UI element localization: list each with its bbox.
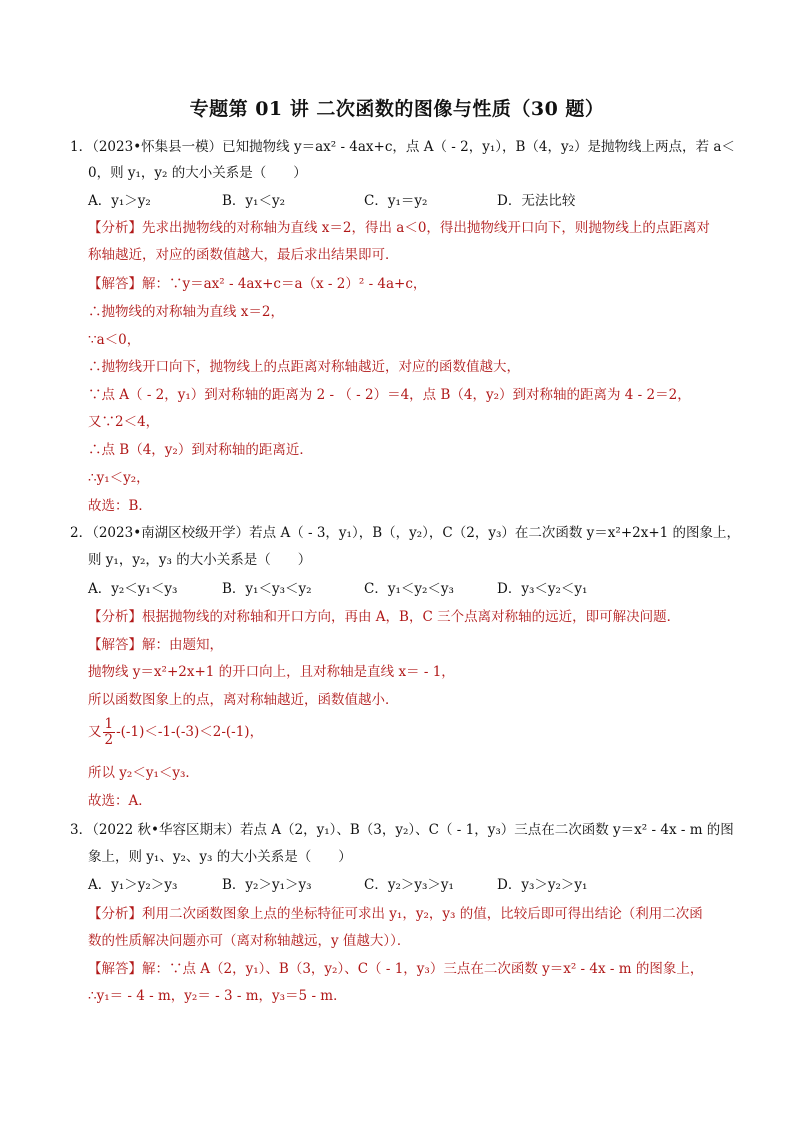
q3-option-c: C．y₂＞y₃＞y₁: [364, 877, 454, 893]
q2-fraction-rest: -(-1)＜-1-(-3)＜2-(-1)，: [116, 724, 264, 740]
page-title: 专题第 01 讲 二次函数的图像与性质（30 题）: [189, 98, 605, 120]
q1-stem-line-1: 1．（2023•怀集县一模）已知抛物线 y＝ax² - 4ax+c，点 A（ - 2，y₁），B（4，y₂）是抛物线上两点，若 a＜: [70, 139, 735, 155]
q1-answer-line: ∵点 A（ - 2，y₁）到对称轴的距离为 2 - （ - 2）＝4，点 B（4，y₂）到对称轴的距离为 4 - 2＝2，: [88, 387, 691, 403]
q2-fraction-prefix: 又: [88, 724, 102, 740]
fraction-denominator: 2: [104, 732, 114, 748]
q1-answer-line: ∴抛物线的对称轴为直线 x＝2，: [88, 304, 284, 320]
q1-option-d: D．无法比较: [497, 193, 576, 209]
q1-option-a: A．y₁＞y₂: [88, 193, 151, 209]
q1-answer-line: ∴y₁＜y₂，: [88, 470, 150, 486]
q1-analysis-line-2: 称轴越近，对应的函数值越大，最后求出结果即可．: [88, 247, 399, 263]
q1-answer-line: 【解答】解：∵y＝ax² - 4ax+c＝a（x - 2）² - 4a+c，: [88, 276, 427, 292]
q3-stem-line-2: 象上，则 y₁、y₂、y₃ 的大小关系是（ ）: [88, 849, 352, 865]
q1-analysis-line-1: 【分析】先求出抛物线的对称轴为直线 x＝2，得出 a＜0，得出抛物线开口向下，则抛物线上的点距离对: [88, 220, 710, 236]
q2-choice: 故选：A．: [88, 793, 152, 809]
q3-option-a: A．y₁＞y₂＞y₃: [88, 877, 178, 893]
q2-stem-line-1: 2．（2023•南湖区校级开学）若点 A（ - 3，y₁），B（，y₂），C（2，y₃）在二次函数 y＝x²+2x+1 的图象上，: [70, 525, 741, 541]
q1-answer-line: ∵a＜0，: [88, 332, 141, 348]
q1-answer-line: ∴抛物线开口向下，抛物线上的点距离对称轴越近，对应的函数值越大，: [88, 359, 520, 375]
q1-option-b: B．y₁＜y₂: [222, 193, 285, 209]
q1-answer-line: 又∵2＜4，: [88, 414, 160, 430]
q2-answer-line: 所以函数图象上的点，离对称轴越近，函数值越小．: [88, 692, 399, 708]
q3-option-b: B．y₂＞y₁＞y₃: [222, 877, 312, 893]
q2-option-b: B．y₁＜y₃＜y₂: [222, 581, 312, 597]
q1-answer-line: ∴点 B（4，y₂）到对称轴的距离近．: [88, 442, 313, 458]
q3-analysis-line-2: 数的性质解决问题亦可（离对称轴越远，y 值越大））．: [88, 933, 411, 949]
q2-option-c: C．y₁＜y₂＜y₃: [364, 581, 454, 597]
fraction-one-half: [103, 717, 116, 748]
fraction-numerator: 1: [104, 716, 114, 732]
q3-analysis-line-1: 【分析】利用二次函数图象上点的坐标特征可求出 y₁，y₂，y₃ 的值，比较后即可得出结论（利用二次函: [88, 906, 703, 922]
q2-fraction-line: [88, 716, 736, 748]
q1-stem-line-2: 0，则 y₁，y₂ 的大小关系是（ ）: [88, 165, 307, 181]
q2-option-d: D．y₃＜y₂＜y₁: [497, 581, 588, 597]
q2-option-a: A．y₂＜y₁＜y₃: [88, 581, 178, 597]
q3-answer-line: ∴y₁＝ - 4 - m，y₂＝ - 3 - m，y₃＝5 - m．: [88, 988, 347, 1004]
q2-answer-line: 【解答】解：由题知，: [88, 637, 223, 653]
q2-answer-line: 抛物线 y＝x²+2x+1 的开口向上，且对称轴是直线 x＝ - 1，: [88, 664, 455, 680]
q3-answer-line: 【解答】解：∵点 A（2，y₁）、B（3，y₂）、C（ - 1，y₃）三点在二次函数 y＝x² - 4x - m 的图象上，: [88, 961, 704, 977]
q3-option-d: D．y₃＞y₂＞y₁: [497, 877, 588, 893]
q1-option-c: C．y₁＝y₂: [364, 193, 428, 209]
q2-stem-line-2: 则 y₁，y₂，y₃ 的大小关系是（ ）: [88, 552, 312, 568]
q3-stem-line-1: 3．（2022 秋•华容区期末）若点 A（2，y₁）、B（3，y₂）、C（ - 1，y₃）三点在二次函数 y＝x² - 4x - m 的图: [70, 822, 734, 838]
q2-conclusion: 所以 y₂＜y₁＜y₃．: [88, 765, 199, 781]
q1-answer-line: 故选：B．: [88, 498, 152, 514]
q2-analysis: 【分析】根据抛物线的对称轴和开口方向，再由 A，B，C 三个点离对称轴的远近，即可解决问题．: [88, 609, 681, 625]
